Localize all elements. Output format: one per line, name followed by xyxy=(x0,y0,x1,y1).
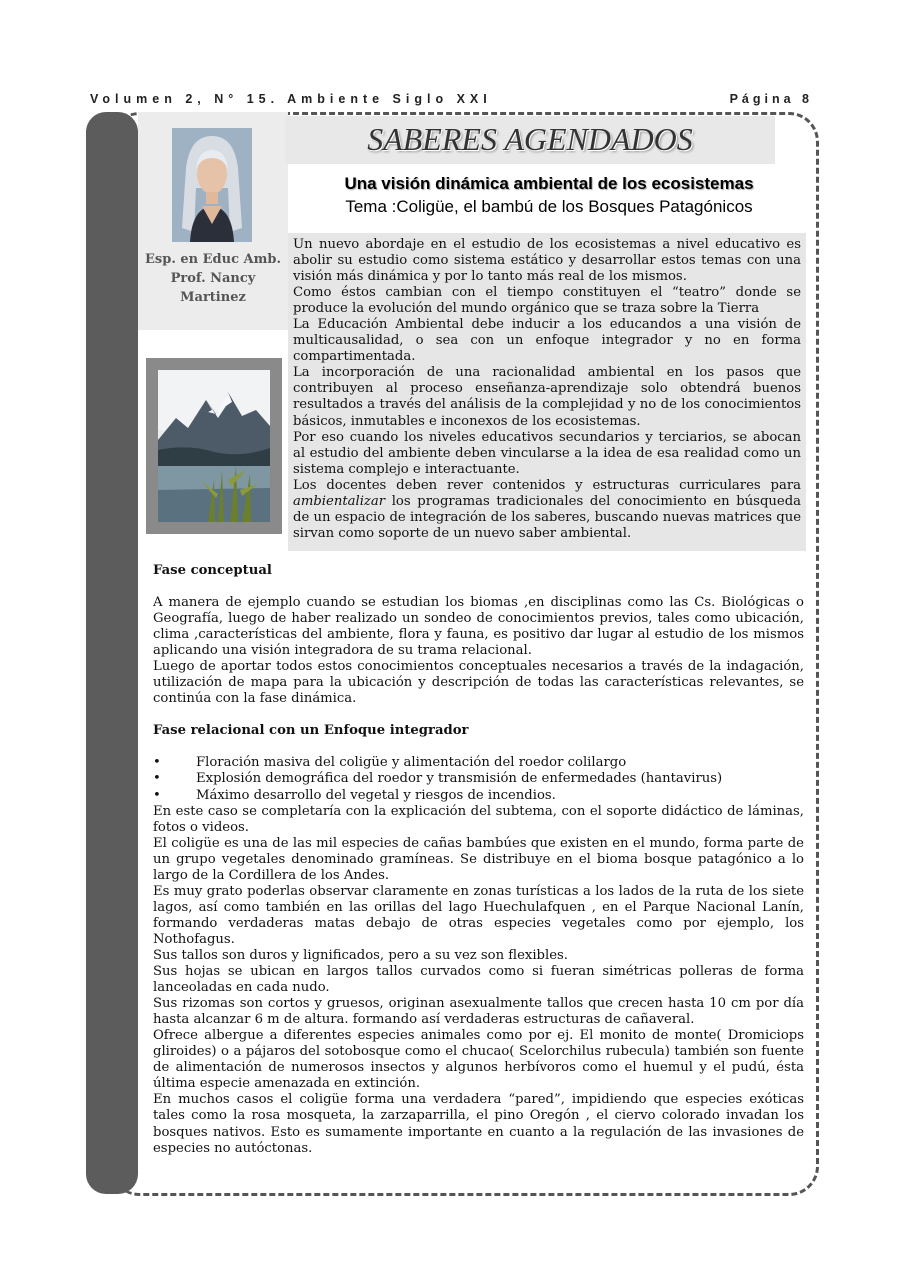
body-paragraph: A manera de ejemplo cuando se estudian los biomas ,en disciplinas como las Cs. Biológicas o Geografía, luego de haber realizado un sondeo de conocimientos previos, tales como ubicación, clima ,características del ambiente, flora y fauna, es positivo dar lugar al estudio de los mismos aplicando una visión integradora de su trama relacional. xyxy=(153,595,804,659)
bullet-text: Máximo desarrollo del vegetal y riesgos de incendios. xyxy=(196,787,556,803)
bullet-item xyxy=(153,788,804,804)
bullet-item xyxy=(153,771,804,787)
running-header-volume: Volumen 2, N° 15. Ambiente Siglo XXI xyxy=(90,92,492,106)
bullet-text: Floración masiva del coligüe y alimentación del roedor colilargo xyxy=(196,755,627,771)
article-title: Una visión dinámica ambiental de los ecosistemas xyxy=(344,174,754,193)
author-credit xyxy=(140,250,286,307)
author-degree: Esp. en Educ Amb. xyxy=(145,252,281,267)
mountain-lake-illustration xyxy=(158,370,270,522)
intro-paragraph: Como éstos cambian con el tiempo constituyen el “teatro” donde se produce la evolución del mundo orgánico que se traza sobre la Tierra xyxy=(293,285,801,317)
author-surname: Martinez xyxy=(180,290,246,305)
author-portrait xyxy=(172,128,252,242)
left-sidebar-bar xyxy=(86,112,138,1194)
author-title: Prof. Nancy xyxy=(170,271,256,286)
bullet-text: Explosión demográfica del roedor y transmisión de enfermedades (hantavirus) xyxy=(196,771,723,787)
phase-conceptual-heading: Fase conceptual xyxy=(153,563,272,578)
intro-paragraph-last xyxy=(293,478,801,542)
body-paragraph: Luego de aportar todos estos conocimientos conceptuales necesarios a través de la indagación, utilización de mapa para la ubicación y descripción de todas las características relevantes, se continúa con la fase dinámica. xyxy=(153,659,804,707)
body-paragraph: Es muy grato poderlas observar claramente en zonas turísticas a los lados de la ruta de los siete lagos, así como también en las orillas del lago Huechulafquen , en el Parque Nacional Lanín, formando verdaderas matas debajo de otras especies vegetales como por ejemplo, los Nothofagus. xyxy=(153,883,804,947)
body-paragraph: Ofrece albergue a diferentes especies animales como por ej. El monito de monte( Dromiciops gliroides) o a pájaros del sotobosque como el chucao( Scelorchilus rubecula) también son fuente de alimentación de numerosos insectos y algunos herbívoros como el huemul y el pudú, ésta última especie amenazada en extinción. xyxy=(153,1028,804,1092)
intro-paragraph: La Educación Ambiental debe inducir a los educandos a una visión de multicausalidad, o sea con un enfoque integrador y no en forma compartimentada. xyxy=(293,317,801,365)
body-paragraph: El coligüe es una de las mil especies de cañas bambúes que existen en el mundo, forma parte de un grupo vegetales denominado gramíneas. Se distribuye en el bioma bosque patagónico a lo largo de la Cordillera de los Andes. xyxy=(153,835,804,883)
section-title: SABERES AGENDADOS xyxy=(367,121,693,157)
body-paragraph: Sus hojas se ubican en largos tallos curvados como si fueran simétricas polleras de forma lanceoladas en cada nudo. xyxy=(153,964,804,996)
article-body xyxy=(153,563,804,1157)
body-paragraph: En muchos casos el coligüe forma una verdadera “pared”, impidiendo que especies exóticas tales como la rosa mosqueta, la zarzaparrilla, el pino Oregón , el ciervo colorado invadan los bosques nativos. Esto es sumamente importante en cuanto a la regulación de las invasiones de especies no autóctonas. xyxy=(153,1092,804,1156)
body-paragraph: Sus rizomas son cortos y gruesos, originan asexualmente tallos que crecen hasta 10 cm por día hasta alcanzar 6 m de altura. formando así verdaderas estructuras de cañaveral. xyxy=(153,996,804,1028)
intro-paragraph: Un nuevo abordaje en el estudio de los ecosistemas a nivel educativo es abolir su estudio como sistema estático y desarrollar estos temas con una visión más dinámica y por lo tanto más real de los mismos. xyxy=(293,237,801,285)
portrait-illustration xyxy=(172,128,252,242)
bullet-dot: • xyxy=(153,787,161,803)
article-subtitle: Tema :Coligüe, el bambú de los Bosques Patagónicos xyxy=(345,197,753,216)
bullet-dot: • xyxy=(153,771,161,787)
body-paragraph: Sus tallos son duros y lignificados, pero a su vez son flexibles. xyxy=(153,947,568,963)
intro-paragraph: Por eso cuando los niveles educativos secundarios y terciarios, se abocan al estudio del ambiente deben vincularse a la idea de esa realidad como un sistema complejo e interactuante. xyxy=(293,429,801,477)
running-header-page: Página 8 xyxy=(729,92,813,106)
article-heading xyxy=(295,172,803,218)
bullet-item xyxy=(153,755,804,771)
landscape-photo xyxy=(146,358,282,534)
intro-text xyxy=(293,237,801,542)
intro-last-start: Los docentes deben rever contenidos y estructuras curriculares para xyxy=(293,477,801,493)
intro-last-italic: ambientalizar xyxy=(293,493,386,509)
intro-paragraph: La incorporación de una racionalidad ambiental en los pasos que contribuyen al proceso enseñanza-aprendizaje solo obtendrá buenos resultados a través del análisis de la complejidad y no de los conocimientos básicos, inmutables e inconexos de los ecosistemas. xyxy=(293,365,801,429)
bullet-dot: • xyxy=(153,755,161,771)
intro-last-end: los programas tradicionales del conocimiento en búsqueda de un espacio de integración de los saberes, buscando nuevas matrices que sirvan como soporte de un nuevo saber ambiental. xyxy=(293,493,801,541)
body-paragraph: En este caso se completaría con la explicación del subtema, con el soporte didáctico de láminas, fotos o videos. xyxy=(153,803,804,835)
phase-relational-heading: Fase relacional con un Enfoque integrador xyxy=(153,723,469,739)
